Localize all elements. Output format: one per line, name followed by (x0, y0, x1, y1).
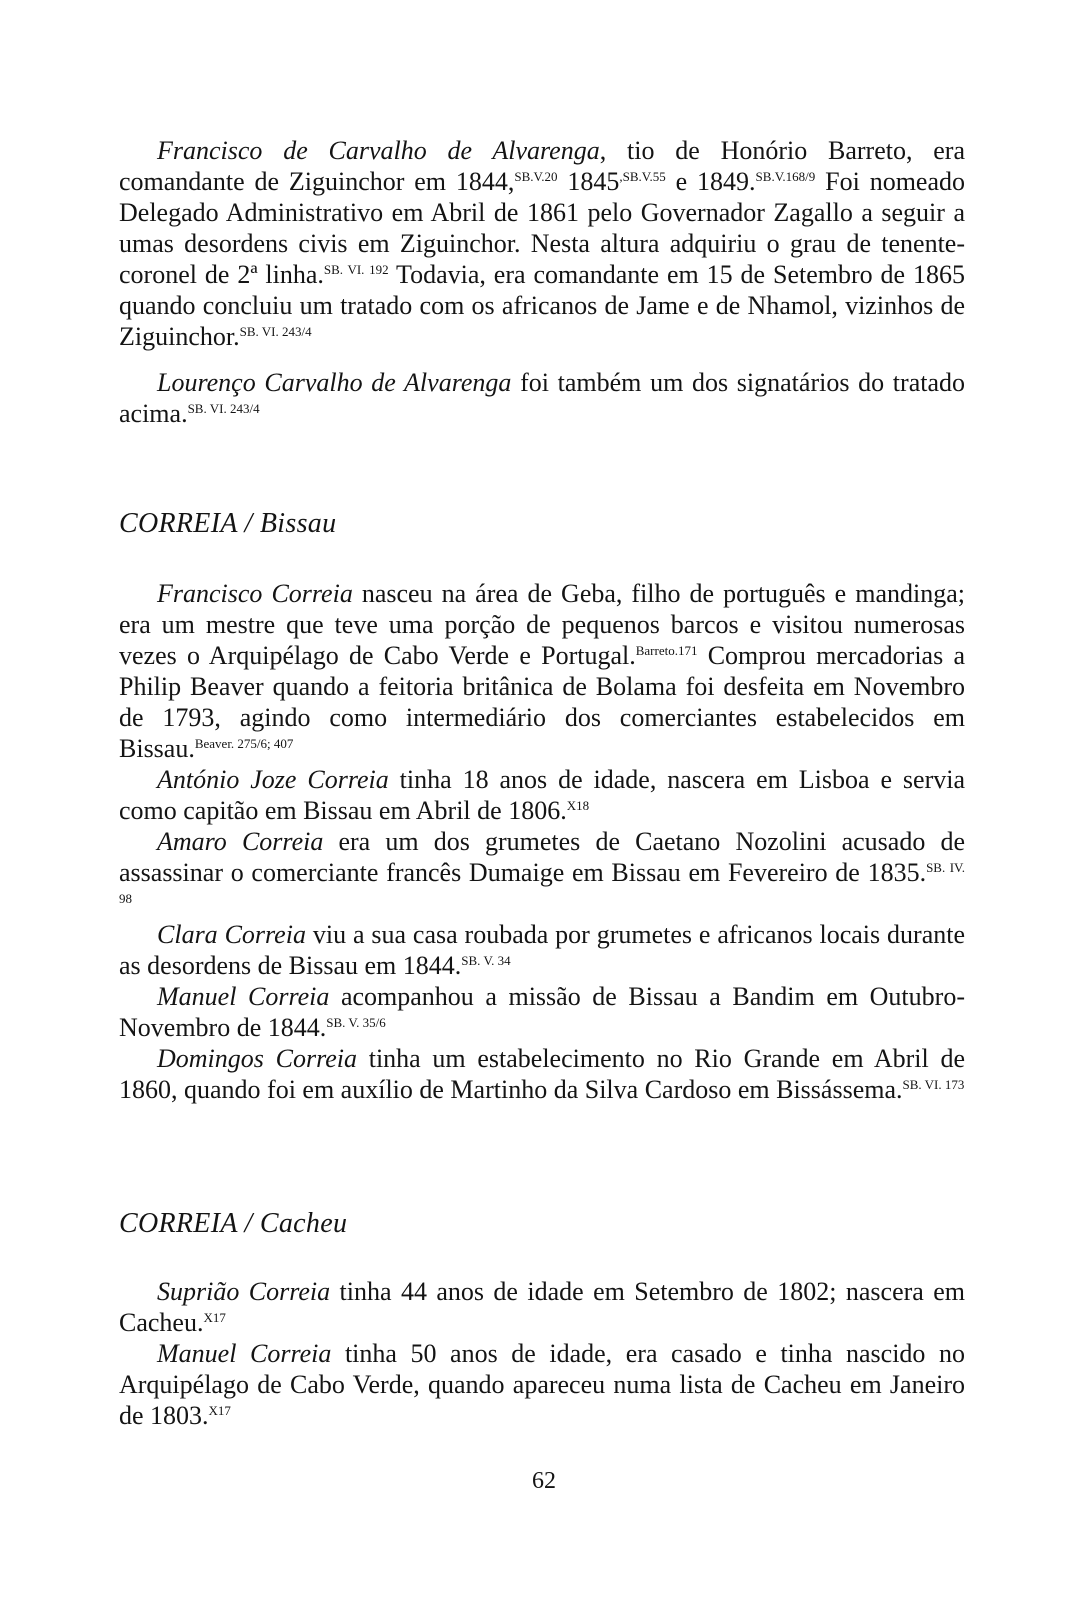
correia-bissau-entries (119, 578, 965, 1105)
person-name: Domingos Correia (157, 1044, 357, 1073)
entry-francisco-correia (119, 578, 965, 764)
entry-text: acompanhou a missão de Bissau a Bandim em Outubro-Novembro de 1844. (119, 982, 965, 1042)
entry-text: era um dos grumetes de Caetano Nozolini acusado de assassinar o comerciante francês Dumaige em Bissau em Fevereiro de 1835. (119, 827, 965, 887)
source-reference: SB. V. 35/6 (326, 1015, 386, 1030)
person-name: Francisco de Carvalho de Alvarenga (157, 136, 600, 165)
source-reference: ,SB.V.55 (619, 169, 666, 184)
person-name: Manuel Correia (157, 982, 330, 1011)
person-name: Francisco Correia (157, 579, 353, 608)
entry-clara-correia (119, 919, 965, 981)
person-name: Manuel Correia (157, 1339, 332, 1368)
source-reference: SB.V.20 (514, 169, 558, 184)
entry-lourenco-carvalho-alvarenga (119, 367, 965, 429)
entry-text: , tio de Honório Barreto, era comandante de Ziguinchor em 1844, (119, 136, 965, 196)
entry-text: viu a sua casa roubada por grumetes e africanos locais durante as desordens de Bissau em 1844. (119, 920, 965, 980)
person-name: Suprião Correia (157, 1277, 331, 1306)
entry-text: tinha 44 anos de idade em Setembro de 1802; nascera em Cacheu. (119, 1277, 966, 1337)
source-reference: SB. VI. 173 (902, 1077, 965, 1092)
entry-text: Todavia, era comandante em 15 de Setembro de 1865 quando concluiu um tratado com os africanos de Jame e de Nhamol, vizinhos de Ziguinchor. (119, 260, 965, 351)
source-reference: Beaver. 275/6; 407 (194, 736, 294, 751)
person-name: Clara Correia (157, 920, 306, 949)
alvarenga-entries (119, 135, 965, 429)
page-number: 62 (532, 1468, 556, 1494)
source-reference: SB. VI. 243/4 (187, 401, 260, 416)
section-heading-correia-cacheu: CORREIA / Cacheu (119, 1208, 348, 1239)
entry-supriao-correia (119, 1276, 965, 1338)
entry-manuel-correia-bissau (119, 981, 965, 1043)
entry-text: tinha um estabelecimento no Rio Grande em Abril de 1860, quando foi em auxílio de Martinho da Silva Cardoso em Bissássema. (119, 1044, 965, 1104)
entry-text: tinha 18 anos de idade, nascera em Lisboa e servia como capitão em Bissau em Abril de 1806. (119, 765, 966, 825)
source-reference: SB. VI. 243/4 (239, 324, 312, 339)
entry-text: nasceu na área de Geba, filho de português e mandinga; era um mestre que teve uma porção de pequenos barcos e visitou numerosas vezes o Arquipélago de Cabo Verde e Portugal. (119, 579, 965, 670)
source-reference: SB. VI. 192 (323, 262, 389, 277)
entry-text: Comprou mercadorias a Philip Beaver quando a feitoria britânica de Bolama foi desfeita em Novembro de 1793, agindo como intermediário dos comerciantes estabelecidos em Bissau. (119, 641, 965, 763)
source-reference: X17 (208, 1403, 231, 1418)
entry-text: Foi nomeado Delegado Administrativo em Abril de 1861 pelo Governador Zagallo a seguir a umas desordens civis em Ziguinchor. Nesta altura adquiriu o grau de tenente-coronel de 2ª linha. (119, 167, 965, 289)
entry-amaro-correia (119, 826, 965, 919)
entry-manuel-correia-cacheu (119, 1338, 965, 1431)
source-reference: X18 (566, 798, 590, 813)
person-name: Lourenço Carvalho de Alvarenga (157, 368, 512, 397)
entry-text: e 1849. (665, 167, 756, 196)
entry-francisco-carvalho-alvarenga (119, 135, 965, 352)
entry-domingos-correia (119, 1043, 965, 1105)
entry-text: 1845 (557, 167, 620, 196)
person-name: António Joze Correia (157, 765, 389, 794)
section-heading-correia-bissau: CORREIA / Bissau (119, 508, 337, 539)
correia-cacheu-entries (119, 1276, 965, 1431)
entry-antonio-joze-correia (119, 764, 965, 826)
entry-text: tinha 50 anos de idade, era casado e tinha nascido no Arquipélago de Cabo Verde, quando apareceu numa lista de Cacheu em Janeiro de 1803. (119, 1339, 965, 1430)
person-name: Amaro Correia (157, 827, 324, 856)
entry-text: foi também um dos signatários do tratado acima. (119, 368, 965, 428)
source-reference: SB. V. 34 (461, 953, 511, 968)
source-reference: SB. IV. 98 (119, 860, 965, 906)
source-reference: SB.V.168/9 (755, 169, 816, 184)
source-reference: X17 (203, 1310, 226, 1325)
source-reference: Barreto.171 (635, 643, 698, 658)
